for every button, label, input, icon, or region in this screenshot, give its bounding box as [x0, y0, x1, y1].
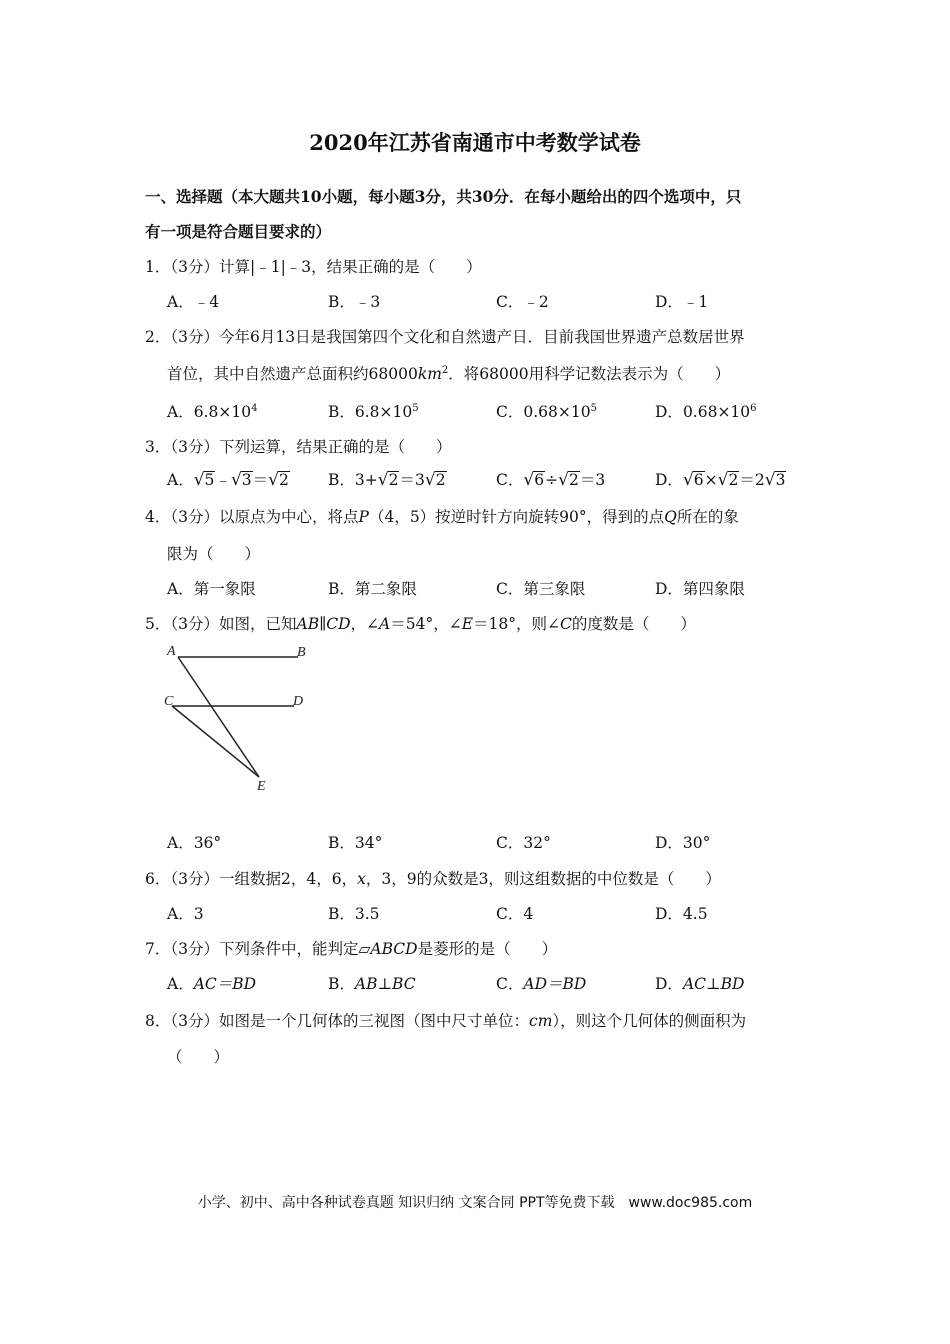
q4-number: 4． [145, 508, 171, 526]
q2-option-d-base: 0.68×10 [682, 403, 751, 421]
q3-d-op-2: ＝2 [739, 471, 765, 489]
q5-text-a: 如图，已知 [219, 615, 297, 633]
sqrt-icon: √ [558, 470, 569, 490]
q3-c-radicand-1: 6 [534, 471, 545, 489]
q7-number: 7． [145, 940, 171, 958]
q2-option-b-label: B． [328, 403, 355, 421]
q3-option-b-label: B． [328, 471, 355, 489]
q7-option-a [167, 972, 256, 994]
q4-score: （3分） [170, 508, 219, 526]
q2-option-a-exp: 4 [251, 402, 258, 414]
q1-option-c: C．﹣2 [496, 293, 549, 311]
q2-text-line2 [167, 362, 730, 384]
q3-d-radicand-2: 2 [728, 471, 739, 489]
label-c: C [164, 694, 174, 709]
q3-text: 下列运算，结果正确的是（ ） [219, 438, 452, 456]
q5-option-c: C．32° [496, 834, 551, 852]
q4-text-b: （4，5）按逆时针方向旋转90°，得到的点 [368, 508, 665, 526]
q2-option-c-exp: 5 [590, 402, 597, 414]
q8-text-line2: （ ） [167, 1048, 230, 1066]
q4-option-d: D．第四象限 [655, 580, 745, 598]
q6-option-c: C．4 [496, 905, 534, 923]
q2-option-a-label: A． [167, 403, 194, 421]
q4-point-p: P [358, 508, 369, 526]
q5-option-d: D．30° [655, 834, 711, 852]
q6-score: （3分） [170, 870, 219, 888]
q5-text-b: ，∠ [350, 615, 380, 633]
question-3 [145, 435, 452, 457]
q2-option-d [655, 400, 757, 422]
q5-score: （3分） [170, 615, 219, 633]
section-heading-line2: 有一项是符合题目要求的） [145, 222, 332, 241]
q5-number: 5． [145, 615, 171, 633]
q5-text-d: ＝18°，则∠ [473, 615, 561, 633]
q3-c-op-2: ＝3 [579, 471, 606, 489]
line-ce [172, 706, 259, 777]
q2-option-b [328, 400, 419, 422]
page-title: 2020年江苏省南通市中考数学试卷 [309, 130, 641, 155]
sqrt-icon: √ [523, 470, 535, 490]
q8-text-a: 如图是一个几何体的三视图（图中尺寸单位： [219, 1012, 530, 1030]
q1-option-b: B．﹣3 [328, 293, 381, 311]
q3-d-op-1: × [704, 471, 718, 489]
section-heading-line1: 一、选择题（本大题共10小题，每小题3分，共30分．在每小题给出的四个选项中，只 [145, 187, 742, 206]
q3-a-radicand-2: 3 [241, 471, 252, 489]
question-5 [145, 612, 696, 634]
q1-option-a: A．﹣4 [167, 293, 220, 311]
q3-option-a [167, 468, 290, 490]
q7-text-b: 是菱形的是（ ） [417, 940, 558, 958]
q4-option-c: C．第三象限 [496, 580, 586, 598]
question-8 [145, 1009, 746, 1031]
q3-d-radicand-3: 3 [775, 471, 786, 489]
question-6 [145, 867, 721, 889]
page-footer: 小学、初中、高中各种试卷真题 知识归纳 文案合同 PPT等免费下载 www.doc985.com [197, 1195, 753, 1211]
q4-option-a: A．第一象限 [167, 580, 256, 598]
q6-text-b: ，3，9的众数是3，则这组数据的中位数是（ ） [365, 870, 721, 888]
q3-c-radicand-2: 2 [568, 471, 579, 489]
q2-option-c-base: 0.68×10 [523, 403, 591, 421]
q1-option-d: D．﹣1 [655, 293, 709, 311]
q2-score: （3分） [170, 328, 219, 346]
q3-b-op-2: ＝3 [399, 471, 425, 489]
q7-option-b-label: B． [328, 975, 355, 993]
q7-option-b [328, 972, 416, 994]
q7-score: （3分） [170, 940, 219, 958]
q5-angle-e: E [461, 615, 474, 633]
q5-angle-a: A [379, 615, 391, 633]
q2-number: 2． [145, 328, 171, 346]
q3-c-op-1: ÷ [545, 471, 559, 489]
q5-ab-parallel-cd: AB∥CD [296, 615, 351, 633]
q2-text-b: ．将68000用科学记数法表示为（ ） [448, 365, 731, 383]
q3-b-radicand-1: 2 [388, 471, 399, 489]
sqrt-icon: √ [717, 470, 729, 490]
label-d: D [293, 694, 304, 709]
question-4 [145, 505, 739, 527]
question-1 [145, 255, 482, 277]
q5-text-e: 的度数是（ ） [571, 615, 696, 633]
sqrt-icon: √ [377, 470, 389, 490]
q4-option-b: B．第二象限 [328, 580, 417, 598]
q2-option-a [167, 400, 257, 422]
q7-option-c-text: AD＝BD [523, 975, 587, 993]
q1-number: 1． [145, 258, 171, 276]
sqrt-icon: √ [682, 470, 694, 490]
label-e: E [257, 779, 266, 794]
sqrt-icon: √ [230, 470, 242, 490]
question-7 [145, 937, 557, 959]
q7-option-c-label: C． [496, 975, 524, 993]
q3-option-d-label: D． [655, 471, 683, 489]
q3-a-op-1: ﹣ [215, 471, 231, 489]
sqrt-icon: √ [424, 470, 436, 490]
q3-a-op-2: ＝ [252, 471, 269, 489]
q3-b-radicand-2: 2 [435, 471, 446, 489]
q7-option-d [655, 972, 744, 994]
q2-option-b-exp: 5 [412, 402, 419, 414]
q4-text-c: 所在的象 [676, 508, 739, 526]
q7-option-b-text: AB⊥BC [354, 975, 416, 993]
q6-var-x: x [357, 870, 366, 888]
q2-option-a-base: 6.8×10 [193, 403, 252, 421]
q5-option-a: A．36° [167, 834, 222, 852]
q4-text-line2: 限为（ ） [167, 545, 261, 563]
q3-number: 3． [145, 438, 171, 456]
q3-b-op-1: 3+ [354, 471, 378, 489]
q3-option-c [496, 468, 605, 490]
line-ae [178, 657, 259, 777]
label-b: B [297, 645, 306, 660]
q5-text-c: ＝54°，∠ [390, 615, 462, 633]
q4-text-a: 以原点为中心，将点 [219, 508, 359, 526]
q3-option-a-label: A． [167, 471, 194, 489]
q6-number: 6． [145, 870, 171, 888]
q7-option-c [496, 972, 586, 994]
q5-angle-c: C [560, 615, 572, 633]
sqrt-icon: √ [193, 470, 205, 490]
q6-text-a: 一组数据2，4，6， [219, 870, 358, 888]
q5-geometry-figure [160, 640, 320, 795]
q8-number: 8． [145, 1012, 171, 1030]
q2-option-c [496, 400, 597, 422]
q2-option-b-base: 6.8×10 [354, 403, 413, 421]
q8-unit-cm: cm [529, 1012, 553, 1030]
q5-option-b: B．34° [328, 834, 383, 852]
q2-unit-sup: 2 [441, 364, 449, 376]
q2-option-c-label: C． [496, 403, 524, 421]
q2-option-d-label: D． [655, 403, 683, 421]
q7-abcd: ABCD [370, 940, 418, 958]
q3-d-radicand-1: 6 [693, 471, 704, 489]
q4-point-q: Q [664, 508, 677, 526]
q7-option-d-label: D． [655, 975, 683, 993]
q3-option-c-label: C． [496, 471, 524, 489]
q8-score: （3分） [170, 1012, 219, 1030]
question-2 [145, 325, 745, 347]
q6-option-d: D．4.5 [655, 905, 708, 923]
q7-option-d-text: AC⊥BD [682, 975, 745, 993]
q2-unit: km [417, 365, 442, 383]
q2-text: 今年6月13日是我国第四个文化和自然遗产日．目前我国世界遗产总数居世界 [219, 328, 745, 346]
q7-option-a-text: AC＝BD [193, 975, 257, 993]
q7-option-a-label: A． [167, 975, 194, 993]
q2-option-d-exp: 6 [750, 402, 757, 414]
q3-a-radicand-1: 5 [204, 471, 215, 489]
q7-text-a: 下列条件中，能判定▱ [219, 940, 371, 958]
q8-text-b: ），则这个几何体的侧面积为 [552, 1012, 747, 1030]
sqrt-icon: √ [268, 470, 280, 490]
q3-option-b [328, 468, 447, 490]
sqrt-icon: √ [764, 470, 776, 490]
q3-a-radicand-3: 2 [279, 471, 289, 489]
q3-score: （3分） [170, 438, 219, 456]
label-a: A [167, 644, 176, 659]
q1-score: （3分） [170, 258, 219, 276]
q6-option-b: B．3.5 [328, 905, 380, 923]
q1-text: 计算|﹣1|﹣3，结果正确的是（ ） [219, 258, 482, 276]
q2-text-a: 首位，其中自然遗产总面积约68000 [167, 365, 418, 383]
q3-option-d [655, 468, 786, 490]
q6-option-a: A．3 [167, 905, 204, 923]
